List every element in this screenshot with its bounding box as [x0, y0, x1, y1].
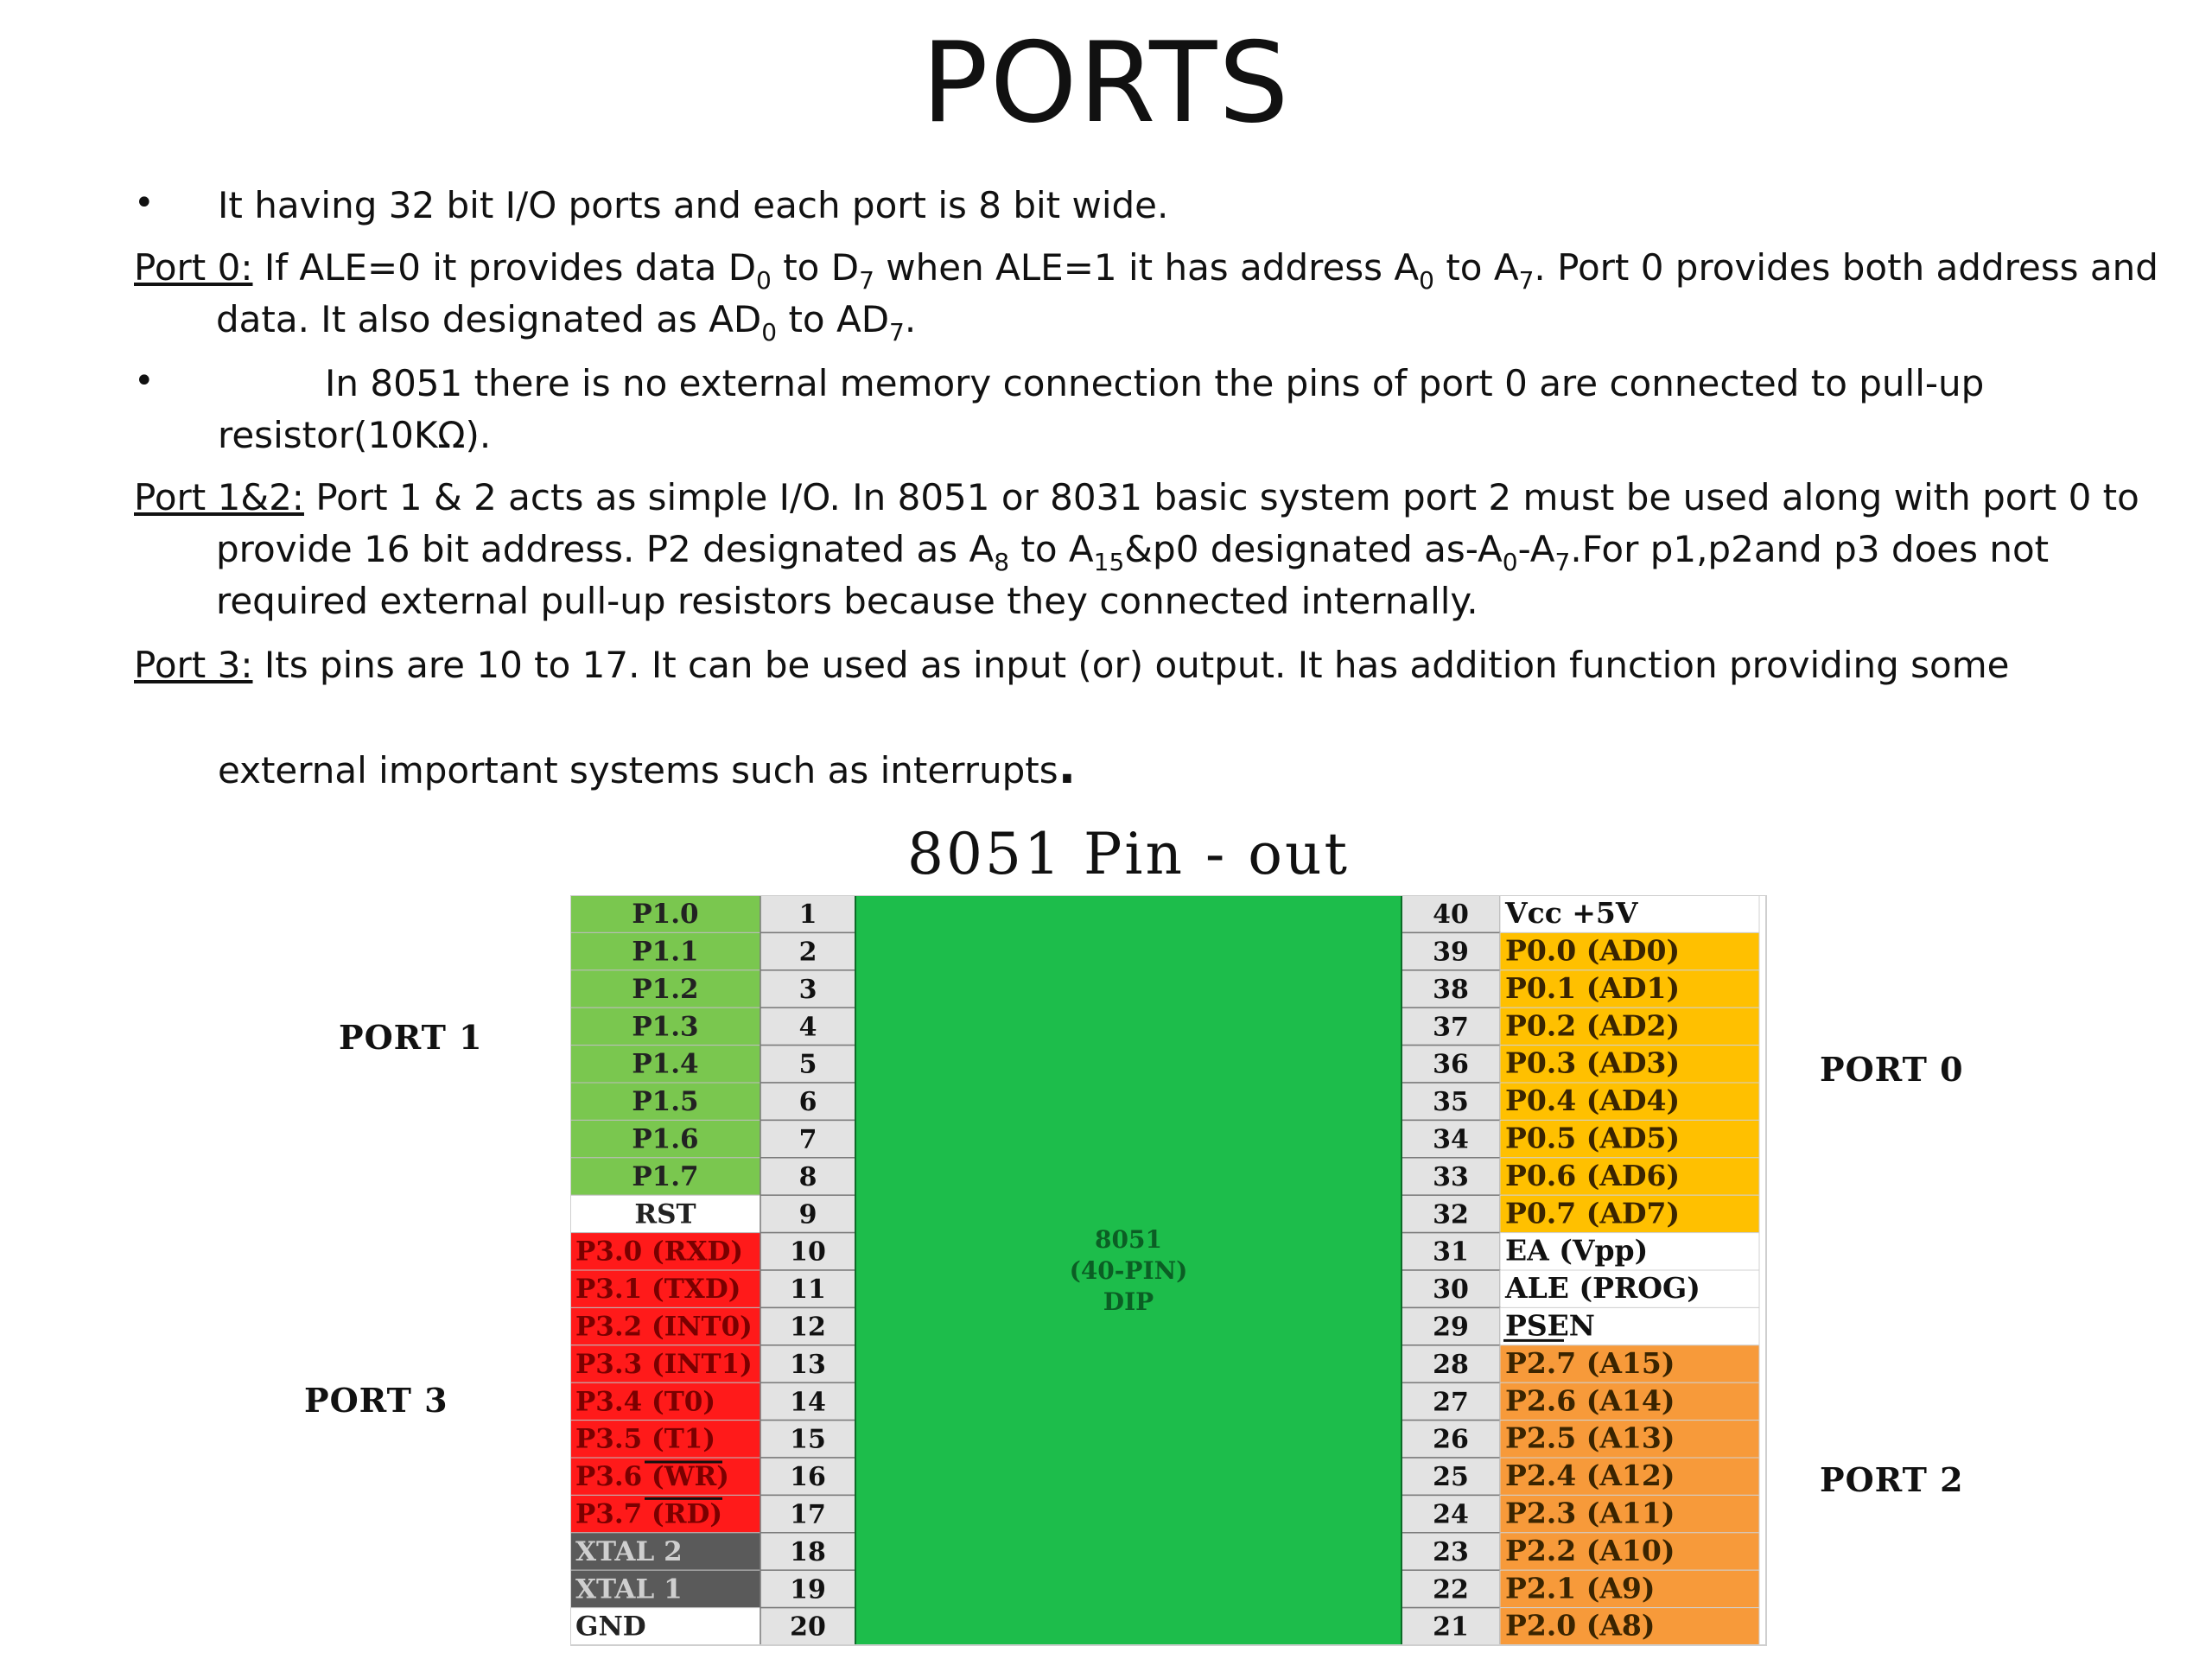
subscript: 0: [756, 266, 772, 295]
pin-label-7: P1.6: [632, 1123, 699, 1155]
pin-number-14: 14: [790, 1387, 826, 1418]
pin-label-3: P1.2: [632, 973, 699, 1005]
pin-label-35: P0.4 (AD4): [1505, 1084, 1681, 1118]
bullet-pull-up: In 8051 there is no external memory connection the pins of port 0 are connected to pull-up resistor(10KΩ).: [218, 362, 1985, 456]
subscript: 7: [889, 318, 905, 346]
pin-number-28: 28: [1433, 1349, 1469, 1380]
pin-number-29: 29: [1433, 1312, 1469, 1343]
pin-number-22: 22: [1433, 1574, 1469, 1605]
pin-label-25: P2.4 (A12): [1505, 1459, 1675, 1493]
pin-label-8: P1.7: [632, 1160, 699, 1192]
paragraph-port12: [134, 472, 2203, 627]
pin-label-31: EA (Vpp): [1505, 1233, 1649, 1268]
label-port3: Port 3:: [134, 644, 253, 686]
pin-number-38: 38: [1433, 974, 1469, 1005]
pin-label-11: P3.1 (TXD): [575, 1274, 741, 1306]
subscript: 7: [1518, 266, 1535, 295]
pin-number-30: 30: [1433, 1274, 1469, 1306]
pin-label-10: P3.0 (RXD): [575, 1236, 744, 1268]
label-port0: Port 0:: [134, 246, 253, 289]
subscript: 15: [1093, 548, 1125, 576]
slide-title: PORTS: [921, 19, 1291, 148]
subscript: 8: [994, 548, 1010, 576]
pin-number-39: 39: [1433, 937, 1469, 968]
pin-label-12: P3.2 (INT0): [575, 1311, 753, 1343]
pin-label-20: GND: [575, 1611, 646, 1643]
pin-label-36: P0.3 (AD3): [1505, 1046, 1681, 1080]
paragraph-port3-continued: [218, 740, 2188, 797]
paragraph-port0: [134, 242, 2203, 346]
pin-number-24: 24: [1433, 1499, 1469, 1530]
subscript: 7: [859, 266, 874, 295]
pin-label-18: XTAL 2: [575, 1535, 683, 1567]
pinout-diagram: [570, 895, 1771, 1647]
pin-number-21: 21: [1433, 1611, 1469, 1643]
pin-label-40: Vcc +5V: [1505, 896, 1638, 931]
pin-number-7: 7: [798, 1124, 817, 1155]
label-port12: Port 1&2:: [134, 476, 304, 518]
pin-label-28: P2.7 (A15): [1505, 1345, 1675, 1380]
pin-number-1: 1: [798, 899, 817, 931]
pin-label-14: P3.4 (T0): [575, 1386, 716, 1418]
port3-continued-text: external important systems such as interrupts: [218, 749, 1058, 791]
pin-number-19: 19: [790, 1574, 826, 1605]
subscript: 0: [1502, 548, 1518, 576]
bullet-marker: •: [134, 361, 155, 401]
pin-label-24: P2.3 (A11): [1505, 1496, 1675, 1530]
pin-number-16: 16: [790, 1462, 826, 1493]
pin-number-8: 8: [798, 1161, 817, 1192]
pin-number-5: 5: [798, 1049, 817, 1080]
pin-number-23: 23: [1433, 1536, 1469, 1567]
port3-text: Its pins are 10 to 17. It can be used as input (or) output. It has addition function providing some: [252, 644, 2010, 686]
period-dot: .: [1058, 740, 1077, 794]
pin-number-18: 18: [790, 1536, 826, 1567]
pin-label-5: P1.4: [632, 1048, 699, 1080]
pin-number-6: 6: [798, 1087, 817, 1118]
pin-label-32: P0.7 (AD7): [1505, 1196, 1681, 1230]
pin-number-10: 10: [790, 1236, 826, 1268]
subscript: 7: [1554, 548, 1571, 576]
pin-label-30: ALE (PROG): [1505, 1271, 1700, 1306]
pin-number-31: 31: [1433, 1236, 1469, 1268]
pin-label-9: RST: [634, 1198, 696, 1230]
paragraph-port3: [134, 639, 2104, 691]
pin-number-3: 3: [798, 974, 817, 1005]
pin-label-34: P0.5 (AD5): [1505, 1121, 1681, 1155]
port2-label: PORT 2: [1820, 1460, 1964, 1499]
port3-label: PORT 3: [304, 1381, 448, 1420]
pin-number-2: 2: [798, 937, 817, 968]
pin-label-27: P2.6 (A14): [1505, 1383, 1675, 1418]
pin-number-4: 4: [798, 1012, 817, 1043]
pin-number-26: 26: [1433, 1424, 1469, 1455]
pin-number-13: 13: [790, 1349, 826, 1380]
pin-label-1: P1.0: [632, 899, 699, 931]
pin-number-15: 15: [790, 1424, 826, 1455]
pin-label-33: P0.6 (AD6): [1505, 1158, 1681, 1192]
chip-label-line: 8051: [1095, 1225, 1162, 1254]
pin-label-4: P1.3: [632, 1011, 699, 1043]
pin-number-17: 17: [790, 1499, 826, 1530]
pin-number-9: 9: [798, 1199, 817, 1230]
subscript: 0: [761, 318, 778, 346]
pin-number-12: 12: [790, 1312, 826, 1343]
pin-label-2: P1.1: [632, 936, 699, 968]
pinout-title: 8051 Pin - out: [907, 821, 1350, 887]
pin-number-36: 36: [1433, 1049, 1469, 1080]
pin-label-21: P2.0 (A8): [1505, 1608, 1656, 1643]
pin-label-17: P3.7 (RD): [575, 1498, 723, 1530]
pin-number-25: 25: [1433, 1462, 1469, 1493]
pin-label-13: P3.3 (INT1): [575, 1348, 753, 1380]
pin-number-34: 34: [1433, 1124, 1469, 1155]
bullet-marker: •: [134, 183, 155, 223]
pin-label-6: P1.5: [632, 1086, 699, 1118]
pin-number-27: 27: [1433, 1387, 1469, 1418]
subscript: 0: [1419, 266, 1434, 295]
pin-number-32: 32: [1433, 1199, 1469, 1230]
port0-label: PORT 0: [1820, 1050, 1964, 1089]
pin-label-29: PSEN: [1505, 1308, 1595, 1343]
pin-label-26: P2.5 (A13): [1505, 1421, 1675, 1455]
chip-label-line: DIP: [1103, 1287, 1154, 1316]
pin-label-19: XTAL 1: [575, 1573, 683, 1605]
pin-label-37: P0.2 (AD2): [1505, 1008, 1681, 1043]
pin-number-33: 33: [1433, 1161, 1469, 1192]
port1-label: PORT 1: [339, 1018, 483, 1057]
chip-label-line: (40-PIN): [1069, 1256, 1188, 1285]
pin-number-35: 35: [1433, 1087, 1469, 1118]
pin-label-23: P2.2 (A10): [1505, 1533, 1675, 1567]
pin-number-40: 40: [1433, 899, 1469, 931]
bullet-ports-overview: It having 32 bit I/O ports and each port is 8 bit wide.: [218, 184, 1169, 226]
pin-label-16: P3.6 (WR): [575, 1461, 729, 1493]
pin-number-11: 11: [790, 1274, 826, 1306]
pin-number-37: 37: [1433, 1012, 1469, 1043]
pin-label-38: P0.1 (AD1): [1505, 970, 1681, 1005]
pin-label-39: P0.0 (AD0): [1505, 933, 1681, 968]
port12-text: Port 1 & 2 acts as simple I/O. In 8051 or 8031 basic system port 2 must be used along with port 0 to provide 16 bit address. P2 designated as $A_8$ to $A_{15}\&p0$ designated $as-A_0-A_7.For$ p1,p2and p3 does not required external pull-up resistors because they connected internally.: [216, 476, 2139, 622]
pin-label-15: P3.5 (T1): [575, 1423, 716, 1455]
port0-text: If ALE=0 it provides data $D_0$ to $D_7$ when ALE=1 it has address $A_0$ to $A_7$. Port 0 provides both address and data. It also designated as $AD_0$ to $AD_7$.: [216, 246, 2158, 346]
pin-number-20: 20: [790, 1611, 826, 1643]
pin-label-22: P2.1 (A9): [1505, 1571, 1656, 1605]
